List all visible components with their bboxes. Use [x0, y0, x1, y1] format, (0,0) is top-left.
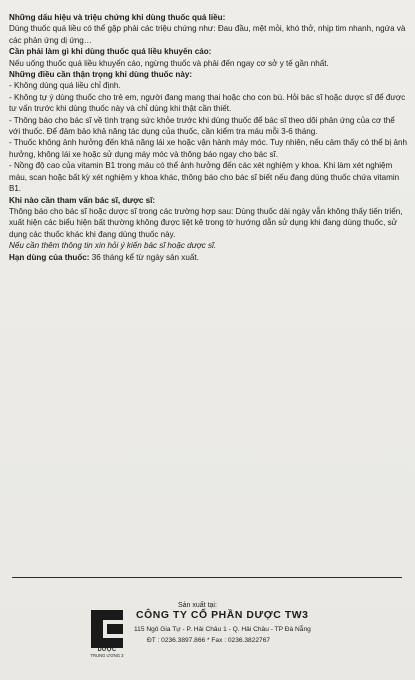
overdose-signs-text: Dùng thuốc quá liều có thể gặp phải các triệu chứng như: Đau đầu, mệt mỏi, khó thở, nhịp tim nhanh, ngứa và các phản ứng dị ứng…: [9, 24, 406, 45]
heading-precautions: Những điều cần thận trọng khi dùng thuốc này:: [9, 70, 193, 80]
precaution-item: - Thuốc không ảnh hưởng đến khả năng lái xe hoặc vận hành máy móc. Tuy nhiên, nếu cảm thấy có thể bị ảnh hưởng, không lái xe hoặc sử dụng máy móc và thông báo ngay cho bác sĩ.: [9, 138, 407, 159]
consult-text: Thông báo cho bác sĩ hoặc dược sĩ trong các trường hợp sau: Dùng thuốc dài ngày vẫn không thấy tiến triển, xuất hiện các biểu hiện bất thường không được liệt kê trong tờ hướng dẫn sử dụng khi đang dùng thuốc, sử dụng các thuốc khác khi đang dùng thuốc này.: [9, 206, 403, 239]
leaflet-content: [9, 12, 407, 263]
shelf-life-line: [9, 252, 407, 263]
company-name: CÔNG TY CỔ PHẦN DƯỢC TW3: [136, 610, 309, 621]
precaution-item: - Không dùng quá liều chỉ định.: [9, 81, 121, 91]
shelf-life-value: 36 tháng kể từ ngày sản xuất.: [89, 252, 199, 262]
heading-overdose-action: Cần phải làm gì khi dùng thuốc quá liều khuyến cáo:: [9, 47, 212, 57]
more-info-note: Nếu cần thêm thông tin xin hỏi ý kiến bác sĩ hoặc dược sĩ.: [9, 241, 217, 251]
logo-subtitle: TRUNG ƯƠNG 3: [90, 653, 124, 658]
heading-overdose-signs: Những dấu hiệu và triệu chứng khi dùng thuốc quá liều:: [9, 13, 226, 22]
footer-divider: [12, 577, 402, 578]
company-phone-fax: ĐT : 0236.3897.866 * Fax : 0236.3822767: [147, 637, 271, 644]
precaution-item: - Không tự ý dùng thuốc cho trẻ em, người đang mang thai hoặc cho con bú. Hỏi bác sĩ hoặc dược sĩ để được tư vấn trước khi dùng thuốc này và chỉ dùng khi thật cần thiết.: [9, 92, 406, 114]
precaution-item: - Thông báo cho bác sĩ về tình trạng sức khỏe trước khi dùng thuốc để bác sĩ theo dõi phản ứng của cơ thể với thuốc. Để đảm bảo khả năng tác dụng của thuốc, cần kiểm tra máu mỗi 3-6 tháng.: [9, 115, 395, 137]
logo-wordmark: DƯỢC: [97, 647, 117, 653]
overdose-action-text: Nếu uống thuốc quá liều khuyến cáo, ngừng thuốc và phải đến ngay cơ sở y tế gần nhất.: [9, 58, 329, 68]
company-address: 115 Ngô Gia Tự - P. Hải Châu 1 - Q. Hải Châu - TP Đà Nẵng: [134, 626, 311, 633]
heading-consult: Khi nào cần tham vấn bác sĩ, dược sĩ:: [9, 195, 156, 205]
precaution-item: - Nồng độ cao của vitamin B1 trong máu có thể ảnh hưởng đến các xét nghiệm y khoa. Khi làm xét nghiệm máu, scan hoặc bất kỳ xét nghiệm y khoa khác, thông báo cho bác sĩ biết nếu đang dùng thuốc chứa vitamin B1.: [9, 161, 400, 194]
manufacturer-footer: [0, 598, 415, 680]
made-by-label: Sản xuất tại:: [178, 602, 217, 609]
shelf-life-label: Hạn dùng của thuốc:: [9, 252, 90, 262]
